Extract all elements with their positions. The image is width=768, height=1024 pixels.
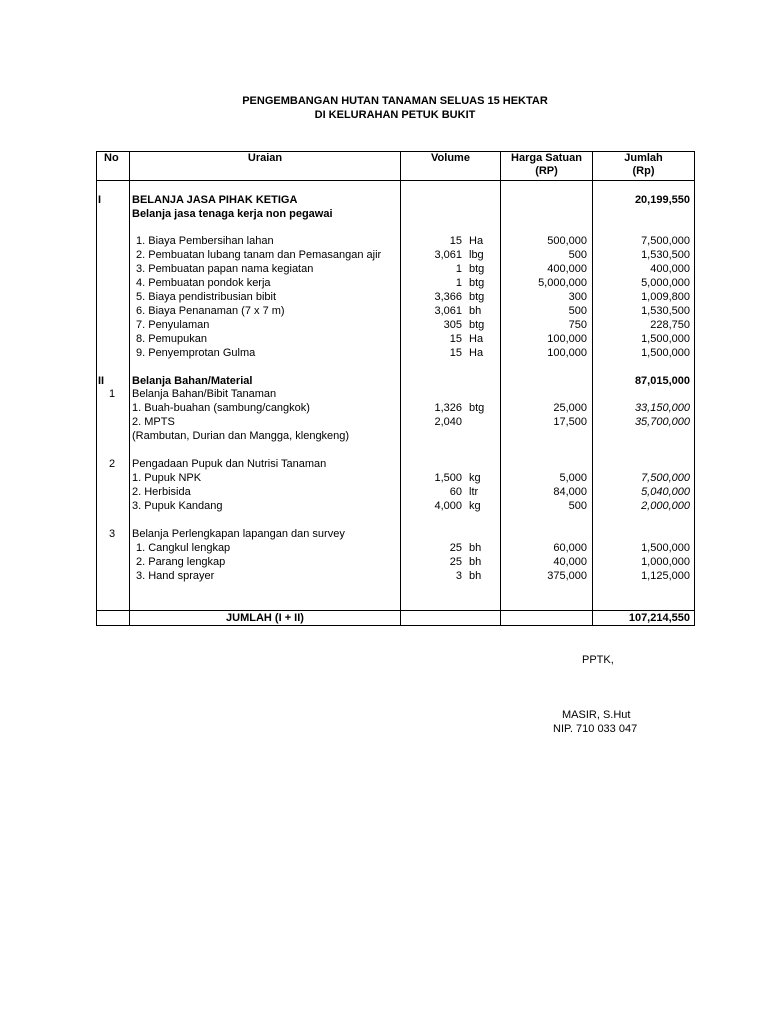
item-uraian: 3. Hand sprayer — [136, 570, 215, 582]
item-jumlah: 7,500,000 — [641, 235, 690, 247]
item-volume: 15 — [449, 235, 462, 247]
item-jumlah: 1,530,500 — [641, 249, 690, 261]
section1-total: 20,199,550 — [634, 194, 690, 206]
item-jumlah: 1,125,000 — [641, 570, 690, 582]
item-unit: btg — [469, 263, 485, 275]
item-harga: 5,000,000 — [538, 277, 587, 289]
item-harga: 400,000 — [547, 263, 587, 275]
item-uraian: 5. Biaya pendistribusian bibit — [136, 291, 277, 303]
signature-role: PPTK, — [582, 654, 614, 666]
item-harga: 60,000 — [553, 542, 587, 554]
section1-title: BELANJA JASA PIHAK KETIGA — [132, 194, 298, 206]
item-jumlah: 1,530,500 — [641, 305, 690, 317]
section2-total: 87,015,000 — [634, 375, 690, 387]
item-jumlah: 35,700,000 — [634, 416, 690, 428]
document-title-line1: PENGEMBANGAN HUTAN TANAMAN SELUAS 15 HEKTAR — [242, 95, 548, 107]
item-unit: Ha — [469, 235, 484, 247]
item-volume: 3,061 — [434, 249, 462, 261]
item-volume: 15 — [449, 347, 462, 359]
item-volume: 1,500 — [434, 472, 462, 484]
item-uraian: 8. Pemupukan — [136, 333, 207, 345]
item-unit: Ha — [469, 333, 484, 345]
signature-name: MASIR, S.Hut — [562, 709, 631, 721]
item-jumlah: 400,000 — [650, 263, 690, 275]
item-uraian: 6. Biaya Penanaman (7 x 7 m) — [136, 305, 285, 317]
item-harga: 750 — [568, 319, 587, 331]
sub2-no: 2 — [109, 458, 116, 470]
item-uraian: 9. Penyemprotan Gulma — [136, 347, 256, 359]
item-jumlah: 1,000,000 — [641, 556, 690, 568]
item-unit: bh — [469, 570, 482, 582]
item-harga: 17,500 — [553, 416, 587, 428]
sub1-note: (Rambutan, Durian dan Mangga, klengkeng) — [132, 430, 350, 442]
item-jumlah: 33,150,000 — [634, 402, 690, 414]
section2-no: II — [98, 375, 105, 387]
item-uraian: 2. Herbisida — [132, 486, 191, 498]
item-jumlah: 1,500,000 — [641, 542, 690, 554]
item-jumlah: 5,040,000 — [641, 486, 690, 498]
header-uraian: Uraian — [247, 152, 283, 164]
item-uraian: 7. Penyulaman — [136, 319, 210, 331]
header-harga-unit: (RP) — [535, 165, 558, 177]
item-jumlah: 228,750 — [650, 319, 690, 331]
header-volume: Volume — [431, 152, 470, 164]
document-title-line2: DI KELURAHAN PETUK BUKIT — [314, 109, 476, 121]
item-unit: bh — [469, 556, 482, 568]
section2-title: Belanja Bahan/Material — [132, 375, 253, 387]
item-volume: 305 — [443, 319, 462, 331]
item-jumlah: 1,500,000 — [641, 333, 690, 345]
header-jumlah-unit: (Rp) — [632, 165, 655, 177]
sub3-no: 3 — [109, 528, 116, 540]
sub3-title: Belanja Perlengkapan lapangan dan survey — [132, 528, 345, 540]
item-unit: bh — [469, 542, 482, 554]
item-unit: kg — [469, 472, 481, 484]
item-volume: 1 — [455, 263, 462, 275]
item-uraian: 3. Pupuk Kandang — [132, 500, 223, 512]
item-harga: 500 — [568, 305, 587, 317]
item-volume: 2,040 — [434, 416, 462, 428]
item-uraian: 2. Pembuatan lubang tanam dan Pemasangan ajir — [136, 249, 382, 261]
item-jumlah: 7,500,000 — [641, 472, 690, 484]
item-uraian: 1. Pupuk NPK — [132, 472, 202, 484]
item-unit: btg — [469, 402, 485, 414]
item-volume: 1 — [455, 277, 462, 289]
item-volume: 3,366 — [434, 291, 462, 303]
item-volume: 1,326 — [434, 402, 462, 414]
item-unit: kg — [469, 500, 481, 512]
item-unit: btg — [469, 291, 485, 303]
item-uraian: 3. Pembuatan papan nama kegiatan — [136, 263, 314, 275]
item-volume: 3 — [455, 570, 462, 582]
item-volume: 4,000 — [434, 500, 462, 512]
item-volume: 15 — [449, 333, 462, 345]
item-uraian: 1. Biaya Pembersihan lahan — [136, 235, 274, 247]
item-volume: 3,061 — [434, 305, 462, 317]
item-volume: 25 — [449, 556, 462, 568]
item-unit: lbg — [469, 249, 484, 261]
total-label: JUMLAH (I + II) — [226, 612, 304, 624]
header-harga: Harga Satuan — [511, 152, 582, 164]
item-harga: 100,000 — [547, 333, 587, 345]
section1-subtitle: Belanja jasa tenaga kerja non pegawai — [132, 208, 333, 220]
item-harga: 300 — [568, 291, 587, 303]
item-uraian: 1. Buah-buahan (sambung/cangkok) — [132, 402, 310, 414]
item-unit: ltr — [469, 486, 479, 498]
item-jumlah: 2,000,000 — [641, 500, 690, 512]
item-unit: btg — [469, 277, 485, 289]
item-jumlah: 1,009,800 — [641, 291, 690, 303]
sub2-title: Pengadaan Pupuk dan Nutrisi Tanaman — [132, 458, 327, 470]
item-harga: 5,000 — [559, 472, 587, 484]
item-harga: 25,000 — [553, 402, 587, 414]
item-volume: 60 — [449, 486, 462, 498]
signature-nip: NIP. 710 033 047 — [553, 723, 638, 735]
sub1-title: Belanja Bahan/Bibit Tanaman — [132, 388, 277, 400]
total-value: 107,214,550 — [628, 612, 690, 624]
section1-no: I — [98, 194, 102, 206]
item-unit: btg — [469, 319, 485, 331]
item-unit: Ha — [469, 347, 484, 359]
item-harga: 40,000 — [553, 556, 587, 568]
item-uraian: 2. Parang lengkap — [136, 556, 226, 568]
item-jumlah: 5,000,000 — [641, 277, 690, 289]
item-jumlah: 1,500,000 — [641, 347, 690, 359]
item-uraian: 1. Cangkul lengkap — [136, 542, 231, 554]
item-harga: 84,000 — [553, 486, 587, 498]
item-harga: 500,000 — [547, 235, 587, 247]
item-uraian: 4. Pembuatan pondok kerja — [136, 277, 271, 289]
item-volume: 25 — [449, 542, 462, 554]
item-unit: bh — [469, 305, 482, 317]
sub1-no: 1 — [109, 388, 116, 400]
item-harga: 500 — [568, 500, 587, 512]
item-uraian: 2. MPTS — [132, 416, 175, 428]
header-jumlah: Jumlah — [624, 152, 663, 164]
item-harga: 375,000 — [547, 570, 587, 582]
header-no: No — [104, 152, 119, 164]
item-harga: 500 — [568, 249, 587, 261]
item-harga: 100,000 — [547, 347, 587, 359]
